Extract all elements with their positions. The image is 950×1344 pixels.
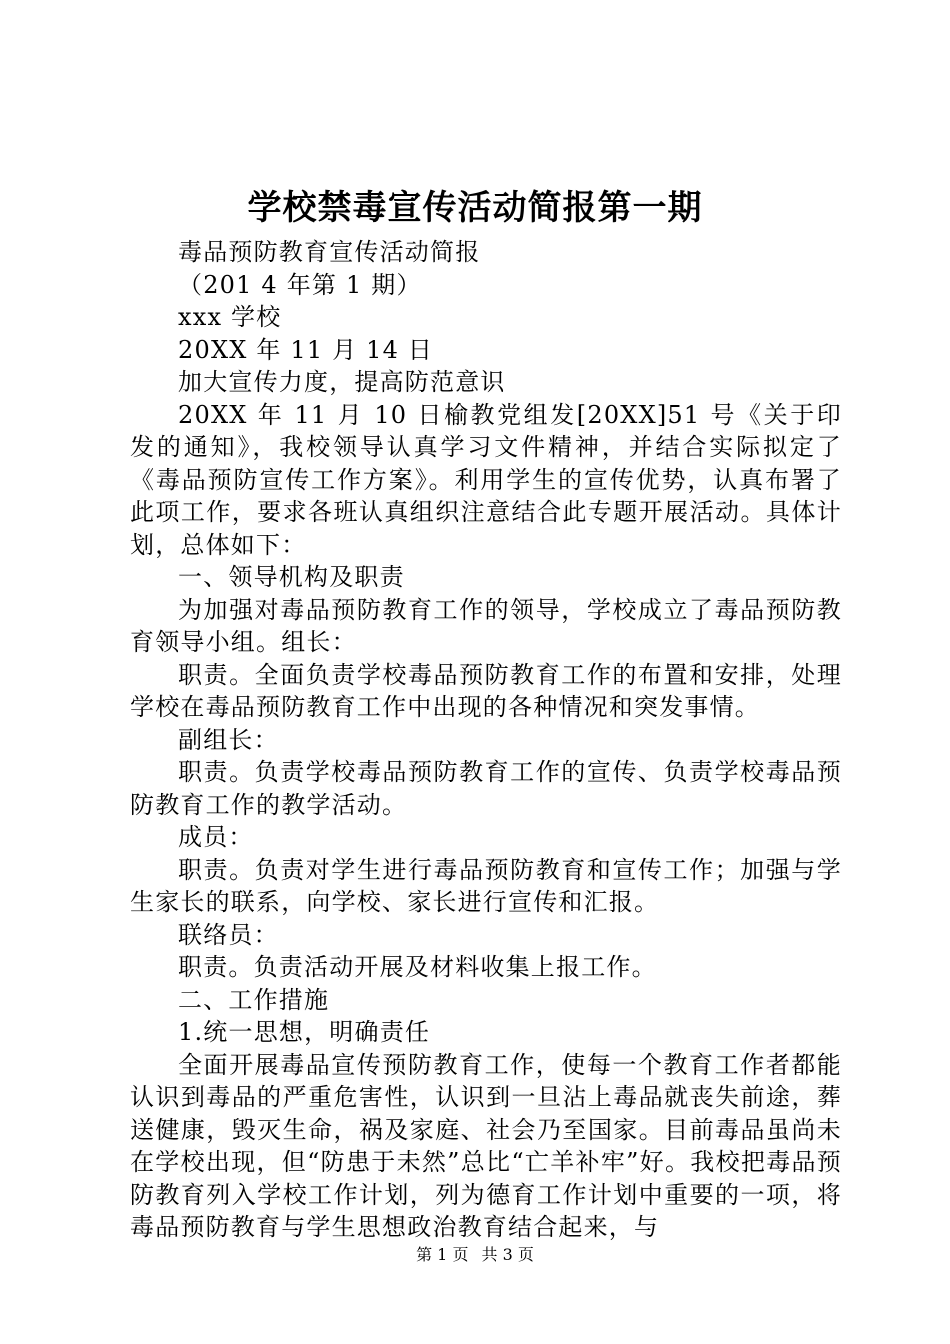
page-number: 第 1 页 <box>416 1245 469 1264</box>
paragraph-members-duty: 职责。负责对学生进行毒品预防教育和宣传工作；加强与学生家长的联系，向学校、家长进行宣传和汇报。 <box>130 855 842 916</box>
paragraph-leader-duty: 职责。全面负责学校毒品预防教育工作的布置和安排，处理学校在毒品预防教育工作中出现的各种情况和突发事情。 <box>130 660 842 721</box>
paragraph-heading: 加大宣传力度，提高防范意识 <box>178 368 506 396</box>
paragraph-date: 20XX 年 11 月 14 日 <box>178 335 434 364</box>
section-heading-2: 二、工作措施 <box>178 985 330 1014</box>
subsection-heading-1: 1.统一思想，明确责任 <box>178 1018 431 1046</box>
page-total: 共 3 页 <box>481 1245 534 1264</box>
document-title: 学校禁毒宣传活动简报第一期 <box>247 188 703 228</box>
paragraph-liaison-duty: 职责。负责活动开展及材料收集上报工作。 <box>178 953 657 981</box>
paragraph-deputy-duty: 职责。负责学校毒品预防教育工作的宣传、负责学校毒品预防教育工作的教学活动。 <box>130 758 842 819</box>
paragraph-members: 成员： <box>178 823 254 851</box>
paragraph-school: xxx 学校 <box>178 303 282 331</box>
paragraph-deputy: 副组长： <box>178 725 279 754</box>
document-body <box>130 236 842 1244</box>
page-footer <box>0 1244 950 1266</box>
paragraph-intro: 20XX 年 11 月 10 日榆教党组发[20XX]51 号《关于印发的通知》，我校领导认真学习文件精神，并结合实际拟定了《毒品预防宣传工作方案》。利用学生的宣传优势，认真布署了此项工作，要求各班认真组织注意结合此专题开展活动。具体计划，总体如下： <box>130 400 842 559</box>
paragraph-leadership: 为加强对毒品预防教育工作的领导，学校成立了毒品预防教育领导小组。组长： <box>130 595 842 656</box>
paragraph-liaison: 联络员： <box>178 920 279 949</box>
paragraph-subtitle: 毒品预防教育宣传活动简报 <box>178 238 481 266</box>
section-heading-1: 一、领导机构及职责 <box>178 563 405 591</box>
paragraph-measures: 全面开展毒品宣传预防教育工作，使每一个教育工作者都能认识到毒品的严重危害性，认识到一旦沾上毒品就丧失前途，葬送健康，毁灭生命，祸及家庭、社会乃至国家。目前毒品虽尚未在学校出现，但“防患于未然”总比“亡羊补牢”好。我校把毒品预防教育列入学校工作计划，列为德育工作计划中重要的一项，将毒品预防教育与学生思想政治教育结合起来，与 <box>130 1050 842 1241</box>
paragraph-issue: （201 4 年第 1 期） <box>178 270 422 299</box>
